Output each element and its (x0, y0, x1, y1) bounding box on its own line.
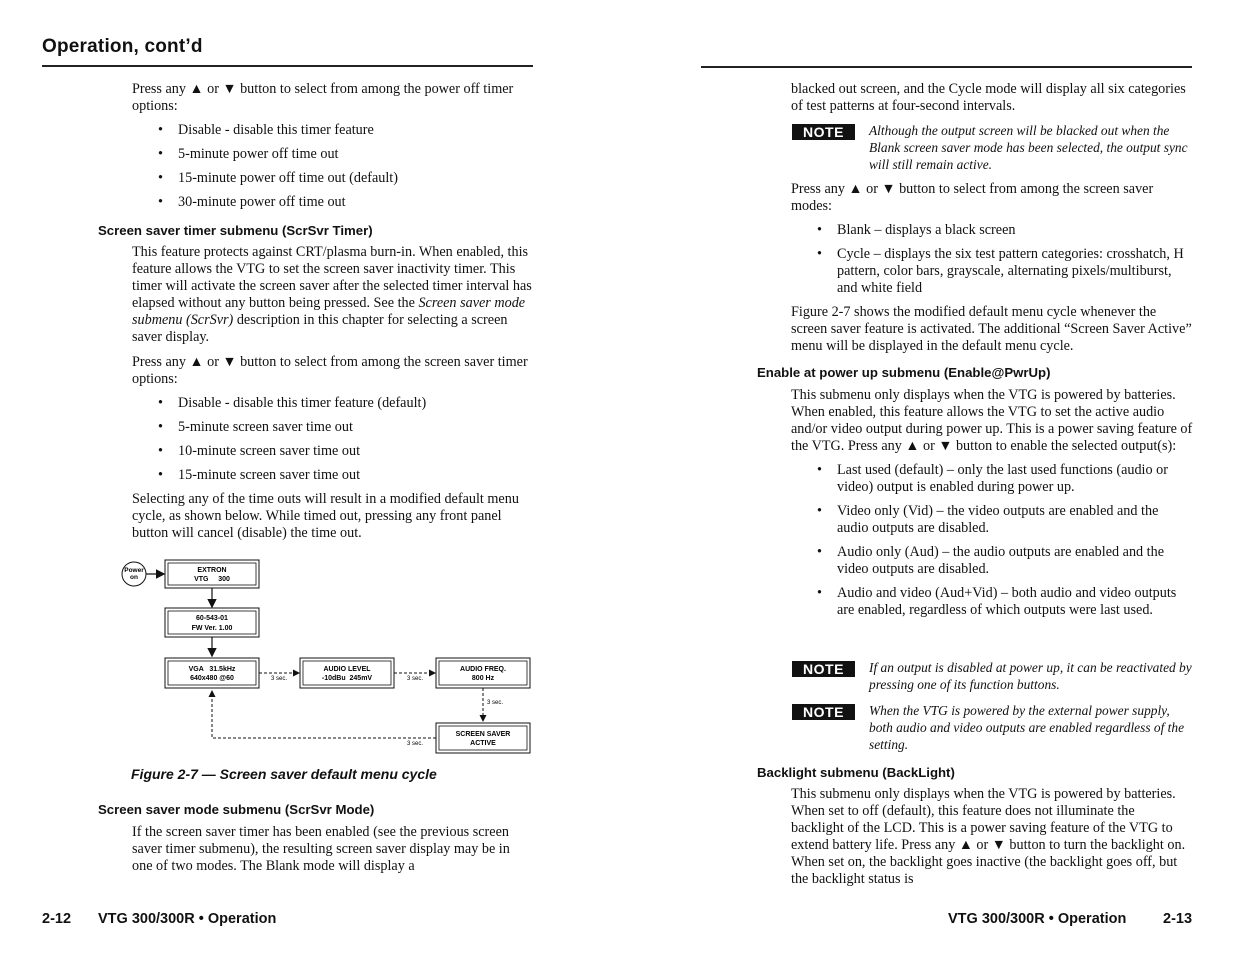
box-line: EXTRON (197, 567, 227, 574)
timer-paragraph: This feature protects against CRT/plasma burn-in. When enabled, this feature allows the VTG to set the screen saver inactivity timer. This timer will activate the screen saver after the selected timer interval has elapsed without any button being pressed. See the Screen saver mode submenu (ScrSvr) description in this chapter for selecting a screen saver display. (132, 244, 532, 345)
timer-heading: Screen saver timer submenu (ScrSvr Timer) (98, 223, 373, 238)
box-line: 800 Hz (471, 675, 495, 682)
box-line: 640x480 @60 (190, 675, 234, 682)
power-up-options-list (791, 462, 1193, 619)
timeouts-paragraph: Selecting any of the time outs will result in a modified default menu cycle, as shown below. While timed out, pressing any front panel button will cancel (disable) the time out. (132, 491, 519, 541)
box-line: VTG 300 (194, 576, 230, 583)
list-item: • Audio only (Aud) – the audio outputs are enabled and the video outputs are disabled. (817, 544, 1165, 577)
header-rule-right (701, 66, 1192, 68)
modes-section (791, 181, 1193, 355)
list-item: • 5-minute screen saver time out (158, 419, 353, 435)
box-line: FW Ver. 1.00 (191, 625, 233, 632)
footer-right-title: VTG 300/300R • Operation (948, 911, 1127, 927)
page-title: Operation, cont’d (42, 36, 203, 57)
note-badge: NOTE (792, 704, 855, 720)
figure-reference-paragraph: Figure 2-7 shows the modified default menu cycle whenever the screen saver feature is activated. The additional “Screen Saver Active” menu will be displayed in the default menu cycle. (791, 304, 1192, 354)
return-arrow (212, 692, 436, 738)
timer-intro: Press any ▲ or ▼ button to select from among the screen saver timer options: (132, 354, 528, 387)
menu-box-vga (165, 658, 259, 688)
mode-heading: Screen saver mode submenu (ScrSvr Mode) (98, 802, 375, 817)
list-item: • Video only (Vid) – the video outputs are enabled and the audio outputs are disabled. (817, 503, 1159, 536)
list-item: • 15-minute power off time out (default) (158, 170, 398, 186)
list-item: • Disable - disable this timer feature (default) (158, 395, 427, 411)
delay-label: 3 sec. (271, 676, 288, 682)
note-text: Although the output screen will be blacked out when the Blank screen saver mode has been selected, the output sync will still remain active. (869, 123, 1188, 172)
menu-box-firmware (165, 608, 259, 637)
list-item: • 5-minute power off time out (158, 146, 339, 162)
list-item: • Disable - disable this timer feature (158, 122, 374, 138)
timer-section (132, 244, 535, 542)
list-item: • 30-minute power off time out (158, 194, 346, 210)
list-item: • 15-minute screen saver time out (158, 467, 361, 483)
backlight-heading: Backlight submenu (BackLight) (757, 765, 955, 780)
timer-options-list (132, 395, 535, 484)
mode-section (132, 824, 532, 875)
power-label: Power (124, 567, 144, 574)
note-badge: NOTE (792, 661, 855, 677)
backlight-section (791, 786, 1191, 888)
footer-left-page-number: 2-12 (42, 911, 72, 927)
power-up-section (791, 387, 1193, 619)
list-item: • Blank – displays a black screen (817, 222, 1016, 238)
power-up-heading: Enable at power up submenu (Enable@PwrUp) (757, 365, 1051, 380)
modes-list (791, 222, 1193, 297)
box-line: SCREEN SAVER (455, 731, 511, 738)
note-text: When the VTG is powered by the external power supply, both audio and video outputs are enabled regardless of the setting. (869, 703, 1185, 752)
delay-label: 3 sec. (407, 676, 424, 682)
power-up-paragraph: This submenu only displays when the VTG is powered by batteries. When enabled, this feature allows the VTG to set the active audio and/or video output during power up. This is a power saving feature of the VTG. Press any ▲ or ▼ button to enable the selected output(s): (791, 387, 1193, 454)
note-text: If an output is disabled at power up, it can be reactivated by pressing one of its function buttons. (869, 660, 1192, 692)
power-off-options-list (132, 122, 532, 211)
list-item: • 10-minute screen saver time out (158, 443, 361, 459)
note-badge: NOTE (792, 124, 855, 140)
menu-box-screen-saver (436, 723, 530, 753)
footer-left-title: VTG 300/300R • Operation (98, 911, 277, 927)
box-line: AUDIO FREQ. (460, 666, 506, 673)
on-label: on (130, 574, 138, 581)
menu-box-audio-freq (436, 658, 530, 688)
mode-paragraph: If the screen saver timer has been enabled (see the previous screen saver timer submenu), the resulting screen saver display may be in one of two modes. The Blank mode will display a (132, 824, 510, 874)
power-off-intro: Press any ▲ or ▼ button to select from among the power off timer options: (132, 81, 514, 114)
backlight-paragraph: This submenu only displays when the VTG is powered by batteries. When set to off (default), this feature does not illuminate the backlight of the LCD. This is a power saving feature of the VTG to extend battery life. Press any ▲ or ▼ button to turn the backlight on. When set on, the backlight goes inactive (the backlight goes off, but the backlight status is (791, 786, 1186, 887)
box-line: 60-543-01 (196, 615, 228, 622)
box-line: VGA 31.5kHz (188, 666, 236, 673)
continued-text: blacked out screen, and the Cycle mode will display all six categories of test patterns at four-second intervals. (791, 81, 1186, 114)
power-on-node (122, 562, 146, 586)
footer-right-page-number: 2-13 (1163, 911, 1193, 927)
box-line: ACTIVE (470, 740, 496, 747)
power-off-section (132, 81, 532, 211)
delay-label: 3 sec. (407, 741, 424, 747)
list-item: • Cycle – displays the six test pattern categories: crosshatch, H pattern, color bars, grayscale, alternating pixels/multiburst, and white field (817, 246, 1184, 296)
list-item: • Audio and video (Aud+Vid) – both audio and video outputs are enabled, regardless of which outputs were last used. (817, 585, 1177, 618)
menu-box-extron (165, 560, 259, 588)
modes-intro: Press any ▲ or ▼ button to select from among the screen saver modes: (791, 181, 1154, 214)
header-rule-left (42, 65, 533, 67)
continued-paragraph (791, 81, 1193, 115)
menu-box-audio-level (300, 658, 394, 688)
figure-caption: Figure 2-7 — Screen saver default menu cycle (131, 766, 437, 782)
menu-cycle-diagram (115, 552, 540, 757)
box-line: -10dBu 245mV (321, 675, 373, 682)
delay-label: 3 sec. (487, 700, 504, 706)
box-line: AUDIO LEVEL (323, 666, 371, 673)
list-item: • Last used (default) – only the last used functions (audio or video) output is enabled during power up. (817, 462, 1168, 495)
